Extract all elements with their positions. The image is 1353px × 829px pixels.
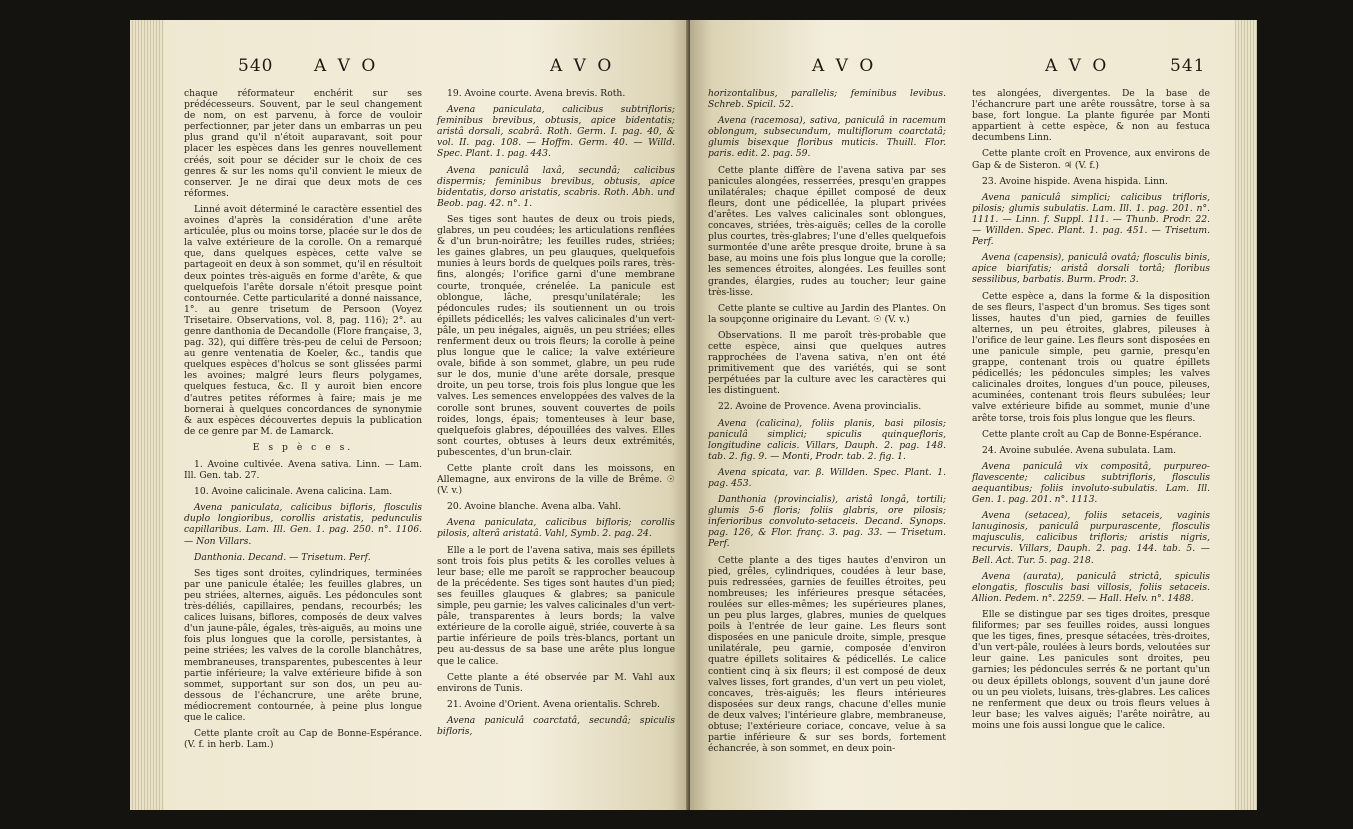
latin-description: Avena paniculata, calicibus bifloris; corollis pilosis, alterâ aristatâ. Vahl, Symb. 2. pag. 24.: [437, 517, 675, 540]
right-column-2: [972, 88, 1210, 736]
right-running-head-2: A V O: [1045, 56, 1110, 76]
paragraph: Cette espèce a, dans la forme & la disposition de ses fleurs, l'aspect d'un bromus. Ses tiges sont lisses, hautes d'un pied, garnies de feuilles alternes, un peu étroites, glabres, pileuses à l'orifice de leur gaine. Les fleurs sont disposées en une panicule simple, peu garnie, presqu'en grappe, contenant trois ou quatre épillets pédicellés; les pédoncules simples; les valves calicinales droites, longues d'un pouce, pileuses, acuminées, contenant trois fleurs subulées; leur valve extérieure bifide au sommet, munie d'une arête torse, trois fois plus longue que les fleurs.: [972, 290, 1210, 424]
left-running-head-1: A V O: [314, 56, 379, 76]
paragraph: Elle se distingue par ses tiges droites, presque filiformes; par ses feuilles roides, aussi longues que les tiges, fines, presque sétacées, très-droites, d'un vert-pâle, roulées à leurs bords, veloutées sur leur gaine. Les panicules sont droites, peu garnies; les pédoncules serrés & ne portant qu'un ou deux épillets oblongs, souvent d'un jaune doré ou un peu violets, luisans, très-glabres. Les calices ne renferment que deux ou trois fleurs velues à leur base; les valves aiguës; l'arête noirâtre, au moins une fois aussi longue que le calice.: [972, 608, 1210, 731]
species-entry: 23. Avoine hispide. Avena hispida. Linn.: [982, 175, 1168, 187]
latin-description: Avena paniculâ laxâ, secundâ; calicibus dispermis; feminibus brevibus, obtusis, apice bidentatis, dorso aristatis, scabris. Roth. Abh. und Beob. pag. 42. n°. 1.: [437, 164, 675, 209]
paragraph: Cette plante croît au Cap de Bonne-Espérance. (V. f. in herb. Lam.): [184, 728, 422, 751]
right-column-1: [708, 88, 946, 759]
paragraph: Elle a le port de l'avena sativa, mais ses épillets sont trois fois plus petits & les corolles velues à leur base; elle me paroît se rapprocher beaucoup de la précédente. Ses tiges sont hautes d'un pied; ses feuilles glauques & glabres; sa panicule simple, peu garnie; les valves calicinales d'un vert-pâle, transparentes à leurs bords; la valve extérieure de la corolle aiguë, striée, couverte à sa partie inférieure de poils très-blancs, portant un peu au-dessus de sa base une arête plus longue que le calice.: [437, 544, 675, 667]
left-page-edges: [130, 20, 164, 810]
paragraph: tes alongées, divergentes. De la base de l'échancrure part une arête roussâtre, torse à sa base, fort longue. La plante figurée par Monti appartient à cette espèce, & non au festuca decumbens Linn.: [972, 88, 1210, 144]
latin-description: Danthonia (provincialis), aristâ longâ, tortili; glumis 5-6 floris; foliis glabris, ore pilosis; inferioribus convoluto-setaceis. Decand. Synops. pag. 126, & Flor. franç. 3. pag. 33. — Trisetum. Perf.: [708, 494, 946, 550]
paragraph: Cette plante diffère de l'avena sativa par ses panicules alongées, resserrées, presqu'en grappes unilatérales; chaque épillet composé de deux fleurs, dont une pédicellée, la plupart privées d'arêtes. Les valves calicinales sont oblongues, concaves, striées, très-aiguës; celles de la corolle plus courtes, très-glabres; l'une d'elles quelquefois surmontée d'une arête presque droite, brune à sa base, au moins une fois plus longue que la corolle; les semences étroites, alongées. Les feuilles sont grandes, élargies, rudes au toucher; leur gaine très-lisse.: [708, 164, 946, 298]
latin-description: Avena (setacea), foliis setaceis, vaginis lanuginosis, paniculâ purpurascente, flosculis majusculis, calicibus trifloris; aristis nigris, recurvis. Villars, Dauph. 2. pag. 144. tab. 5. — Bell. Act. Tur. 5. pag. 218.: [972, 510, 1210, 566]
right-page-edges: [1235, 20, 1257, 810]
latin-description: Avena paniculata, calicibus subtrifloris; feminibus brevibus, obtusis, apice bidentatis; aristâ dorsali, scabrâ. Roth. Germ. I. pag. 40, & vol. II. pag. 108. — Hoffm. Germ. 40. — Willd. Spec. Plant. 1. pag. 443.: [437, 104, 675, 160]
right-running-head-1: A V O: [812, 56, 877, 76]
synonym: Avena spicata, var. β. Willden. Spec. Plant. 1. pag. 453.: [708, 466, 946, 489]
right-page: [690, 20, 1235, 810]
left-page-number: 540: [238, 56, 274, 76]
species-entry: 19. Avoine courte. Avena brevis. Roth.: [447, 88, 626, 99]
latin-description: Avena paniculâ vix compositâ, purpureo-flavescente; calicibus subtrifloris, flosculis aequantibus; foliis involuto-subulatis. Lam. Ill. Gen. 1. pag. 201. n°. 1113.: [972, 460, 1210, 506]
paragraph: Cette plante croît en Provence, aux environs de Gap & de Sisteron. ♃ (V. f.): [972, 148, 1210, 171]
paragraph: Linné avoit déterminé le caractère essentiel des avoines d'après la considération d'une arête articulée, plus ou moins torse, placée sur le dos de la valve extérieure de la corolle. On a remarqué que, dans quelques espèces, cette valve se partageoit en deux à son sommet, qu'il en résultoit deux pointes très-aiguës en forme d'arête, & que quelquefois l'arête dorsale n'étoit presque point contournée. Cette particularité a donné naissance, 1°. au genre trisetum de Persoon (Voyez Trisetaire. Observations, vol. 8, pag. 116); 2°. au genre danthonia de Decandolle (Flore française, 3, pag. 32), qui diffère très-peu de celui de Persoon; au genre ventenatia de Koeler, &c., tandis que quelques espèces d'holcus se sont glissées parmi les avoines; malgré leurs fleurs polygames, quelques festuca, &c. Il y auroit bien encore d'autres petites réformes à faire; mais je me bornerai à quelques concordances de synonymie & aux espèces découvertes depuis la publication de ce genre par M. de Lamarck.: [184, 203, 422, 437]
latin-description: Avena (calicina), foliis planis, basi pilosis; paniculâ simplici; spiculis quinquefloris, longitudine calicis. Villars, Dauph. 2. pag. 148. tab. 2. fig. 9. — Monti, Prodr. tab. 2. fig. 1.: [708, 417, 946, 462]
species-entry: 21. Avoine d'Orient. Avena orientalis. Schreb.: [447, 698, 660, 710]
paragraph: Cette plante croît au Cap de Bonne-Espérance.: [982, 428, 1202, 440]
species-entry: 22. Avoine de Provence. Avena provincialis.: [718, 401, 922, 413]
left-running-head-2: A V O: [550, 56, 615, 76]
latin-description: horizontalibus, parallelis; feminibus levibus. Schreb. Spicil. 52.: [708, 88, 946, 111]
paragraph: Cette plante a des tiges hautes d'environ un pied, grêles, cylindriques, coudées à leur base, puis redressées, garnies de feuilles étroites, peu nombreuses; les inférieures presque sétacées, roulées sur elles-mêmes; les supérieures planes, un peu plus larges, glabres, munies de quelques poils à l'entrée de leur gaine. Les fleurs sont disposées en une panicule droite, simple, presque unilatérale, peu garnie, composée d'environ quatre épillets solitaires & pédicellés. Le calice contient cinq à six fleurs; il est composé de deux valves lisses, fort grandes, d'un vert un peu violet, concaves, très-aiguës; les fleurs intérieures disposées sur deux rangs, chacune d'elles munie de deux valves; l'intérieure glabre, membraneuse, obtuse; l'extérieure coriace, concave, velue à sa partie inférieure & sur ses bords, fortement échancrée, à son sommet, en deux poin-: [708, 554, 946, 755]
left-column-1: [184, 88, 422, 755]
latin-description: Avena (racemosa), sativa, paniculâ in racemum oblongum, subsecundum, multiflorum coarctatâ; glumis bisexque floribus muticis. Thuill. Flor. paris. edit. 2. pag. 59.: [708, 115, 946, 160]
species-entry: 1. Avoine cultivée. Avena sativa. Linn. — Lam. Ill. Gen. tab. 27.: [184, 459, 422, 482]
paragraph: chaque réformateur enchérit sur ses prédécesseurs. Souvent, par le seul changement de nom, on est parvenu, à force de vouloir perfectionner, par jeter dans un embarras un peu plus grand qu'il n'étoit auparavant, soit pour placer les espèces dans les genres nouvellement créés, soit pour se décider sur le choix de ces genres & sur les noms qu'il convient le mieux de conserver. Je ne dirai que deux mots de ces réformes.: [184, 88, 422, 199]
species-entry: 24. Avoine subulée. Avena subulata. Lam.: [982, 444, 1177, 456]
left-page: [164, 20, 690, 810]
latin-description: Avena paniculâ simplici; calicibus trifloris, pilosis; glumis subulatis. Lam. Ill. 1. pag. 201. n°. 1111. — Linn. f. Suppl. 111. — Thunb. Prodr. 22. — Willden. Spec. Plant. 1. pag. 451. — Trisetum. Perf.: [972, 191, 1210, 248]
paragraph: Cette plante a été observée par M. Vahl aux environs de Tunis.: [437, 671, 675, 694]
latin-description: Avena paniculata, calicibus bifloris, flosculis duplo longioribus, corollis aristatis, pedunculis capillaribus. Lam. Ill. Gen. 1. pag. 250. n°. 1106. — Non Villars.: [184, 502, 422, 547]
section-heading: E s p è c e s.: [252, 441, 354, 453]
latin-description: Avena (capensis), paniculâ ovatâ; flosculis binis, apice biarifatis; aristâ dorsali tortâ; floribus sessilibus, barbatis. Burm. Prodr. 3.: [972, 252, 1210, 286]
paragraph: Ses tiges sont droites, cylindriques, terminées par une panicule étalée; les feuilles glabres, un peu striées, alternes, aiguës. Les pédoncules sont très-déliés, capillaires, pendans, recourbés; les calices luisans, biflores, composés de deux valves d'un jaune-pâle, égales, très-aiguës, au moins une fois plus longues que la corolle, persistantes, à peine striées; les valves de la corolle blanchâtres, membraneuses, transparentes, pubescentes à leur partie inférieure; la valve extérieure bifide à son sommet, supportant sur son dos, un peu au-dessous de l'échancrure, une arête brune, médiocrement contournée, à peine plus longue que le calice.: [184, 567, 422, 723]
synonym: Danthonia. Decand. — Trisetum. Perf.: [194, 551, 371, 563]
paragraph: Cette plante se cultive au Jardin des Plantes. On la soupçonne originaire du Levant. ☉ (V. v.): [708, 302, 946, 325]
paragraph: Ses tiges sont hautes de deux ou trois pieds, glabres, un peu coudées; les articulations renflées & d'un brun-noirâtre; les feuilles rudes, striées; les gaines glabres, un peu glauques, quelquefois munies à leurs bords de quelques poils rares, très-fins, alongés; l'orifice garni d'une membrane courte, tronquée, crénelée. La panicule est oblongue, lâche, presqu'unilatérale; les pédoncules rudes; ils soutiennent un ou trois épillets pédicellés; les valves calicinales d'un vert-pâle, un peu inégales, aiguës, un peu striées; elles renferment deux ou trois fleurs; la corolle à peine plus longue que le calice; la valve extérieure ovale, bifide à son sommet, glabre, un peu rude sur le dos, munie d'une arête dorsale, presque droite, un peu torse, trois fois plus longue que les valves. Les semences enveloppées des valves de la corolle sont brunes, souvent couvertes de poils roides, longs, épais; tomenteuses à leur base, quelquefois glabres, dépouillées des valves. Elles sont courtes, obtuses à leurs deux extrémités, pubescentes, d'un brun-clair.: [437, 213, 675, 458]
left-column-2: [437, 88, 675, 742]
latin-description: Avena (aurata), paniculâ strictâ, spiculis elongatis, flosculis basi villosis, foliis setaceis. Allion. Pedem. n°. 2259. — Hall. Helv. n°. 1488.: [972, 570, 1210, 604]
species-entry: 10. Avoine calicinale. Avena calicina. Lam.: [194, 486, 393, 498]
paragraph: Observations. Il me paroît très-probable que cette espèce, ainsi que quelques autres rapprochées de l'avena sativa, n'en ont été primitivement que des variétés, qui se sont perpétuées par la culture avec les caractères qui les distinguent.: [708, 329, 946, 397]
species-entry: 20. Avoine blanche. Avena alba. Vahl.: [447, 501, 622, 513]
right-page-number: 541: [1170, 56, 1206, 76]
paragraph: Cette plante croît dans les moissons, en Allemagne, aux environs de la ville de Brême. ☉ (V. v.): [437, 463, 675, 497]
latin-description: Avena paniculâ coarctatâ, secundâ; spiculis bifloris,: [437, 714, 675, 737]
